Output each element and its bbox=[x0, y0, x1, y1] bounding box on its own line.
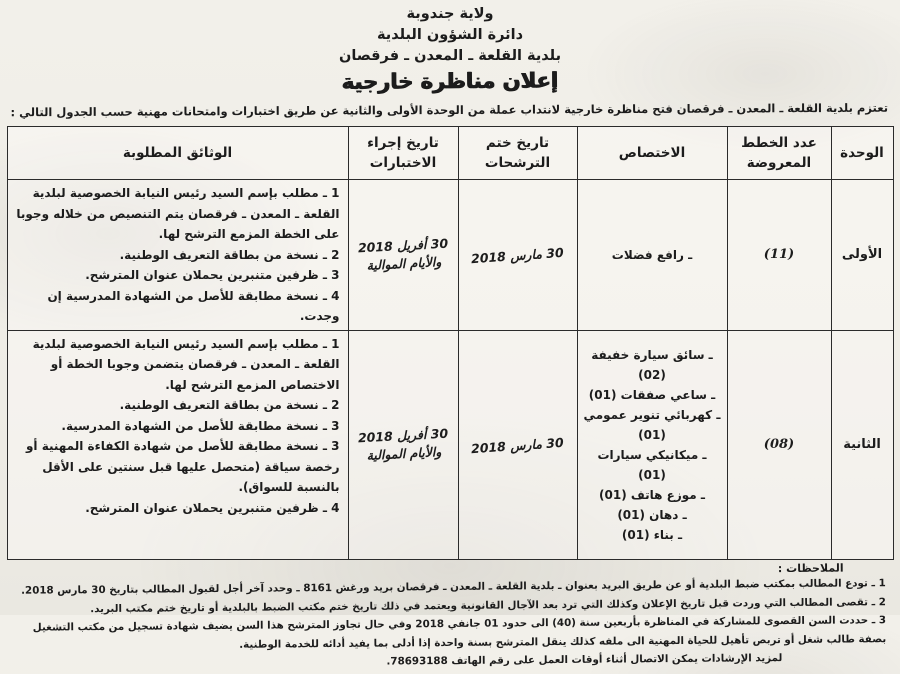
document-item: 3 ـ نسخة مطابقة للأصل من الشهادة المدرسية. bbox=[61, 418, 340, 433]
unit-cell: الثانية bbox=[831, 330, 893, 559]
closing-date-value: 30 مارس 2018 bbox=[470, 434, 565, 456]
department-line: دائرة الشؤون البلدية bbox=[376, 27, 524, 43]
specialty-item: ـ بناء (01) bbox=[621, 527, 683, 542]
note-phone-line: لمزيد الإرشادات يمكن الاتصال أثناء أوقات العمل على رقم الهاتف 78693188. bbox=[386, 651, 783, 668]
exam-date-value: 30 أفريل 2018 والأيام الموالية bbox=[357, 235, 448, 273]
col-header-positions: عدد الخطط المعروضة bbox=[727, 127, 831, 180]
document-item: 4 ـ نسخة مطابقة للأصل من الشهادة المدرسية إن وجدت. bbox=[47, 288, 340, 323]
closing-date-value: 30 مارس 2018 bbox=[470, 244, 565, 266]
specialty-cell bbox=[577, 180, 727, 331]
specialty-item: ـ رافع فضلات bbox=[611, 247, 693, 262]
specialty-item: ـ ميكانيكي سيارات (01) bbox=[597, 447, 707, 482]
page-title: إعلان مناظرة خارجية bbox=[341, 68, 559, 94]
specialty-cell bbox=[577, 330, 727, 559]
documents-cell bbox=[7, 330, 348, 559]
col-header-documents: الوثائق المطلوبة bbox=[7, 127, 348, 180]
document-item: 1 ـ مطلب بإسم السيد رئيس النيابة الخصوصية لبلدية القلعة ـ المعدن ـ فرقصان يتم التنصيص من خلاله وجوبا على الخطة المزمع الترشح لها. bbox=[16, 186, 340, 241]
specialty-item: ـ موزع هاتف (01) bbox=[599, 487, 705, 502]
col-header-unit: الوحدة bbox=[831, 127, 893, 180]
unit-cell: الأولى bbox=[831, 180, 893, 331]
note-item: 1 ـ تودع المطالب بمكتب ضبط البلدية أو عن طريق البريد بعنوان ـ بلدية القلعة ـ المعدن ـ فرقصان بريد ورغش 8161 ـ وحدد آخر أجل لقبول المطالب بتاريخ 30 مارس 2018. bbox=[21, 576, 886, 597]
table-row-unit-1 bbox=[7, 180, 893, 331]
note-item: 2 ـ تقصى المطالب التي وردت قبل تاريخ الإعلان وكذلك التي ترد بعد الآجال القانونية ويعتمد في ذلك تاريخ ختم مكتب الضبط بالبلدية أو تاريخ ختم مكتب البريد. bbox=[90, 595, 886, 615]
col-header-closing-date: تاريخ ختم الترشحات bbox=[458, 127, 577, 180]
document-item: 2 ـ نسخة من بطاقة التعريف الوطنية. bbox=[119, 398, 340, 412]
notes-label: الملاحظات : bbox=[777, 561, 844, 575]
municipality-line: بلدية القلعة ـ المعدن ـ فرقصان bbox=[338, 48, 562, 64]
vacancies-table bbox=[7, 126, 894, 560]
document-item: 1 ـ مطلب بإسم السيد رئيس النيابة الخصوصية لبلدية القلعة ـ المعدن ـ فرقصان يتضمن وجوبا الخطة أو الاختصاص المزمع الترشح لها. bbox=[32, 336, 340, 392]
governorate-line: ولاية جندوبة bbox=[406, 6, 494, 22]
positions-cell: (11) bbox=[727, 180, 831, 331]
documents-cell bbox=[7, 180, 348, 331]
table-row-unit-2 bbox=[7, 330, 893, 559]
document-item: 3 ـ نسخة مطابقة للأصل من شهادة الكفاءة المهنية أو رخصة سياقة (متحصل عليها قبل سنتين على الأقل بالنسبة للسواق). bbox=[25, 439, 340, 494]
note-item: 3 ـ حددت السن القصوى للمشاركة في المناظرة بأربعين سنة (40) الى حدود 01 جانفي 2018 وفي حال تجاوز المترشح هذا السن يضيف شهادة تسجيل من مكتب التشغيل بصفة طالب شغل أو تربص تأهيل للحياة المهنية الى ملفه كذلك ينقل المترشح بسنة واحدة إذا أدلى بما يفيد أدائه للخدمة الوطنية. bbox=[32, 613, 887, 650]
col-header-exam-date: تاريخ إجراء الاختبارات bbox=[348, 127, 458, 180]
specialty-item: ـ كهربائي تنوير عمومي (01) bbox=[583, 407, 721, 442]
exam-date-cell bbox=[348, 180, 458, 331]
exam-date-cell bbox=[348, 330, 458, 559]
specialty-item: ـ سائق سيارة خفيفة (02) bbox=[591, 347, 713, 382]
positions-cell: (08) bbox=[727, 330, 831, 559]
col-header-specialty: الاختصاص bbox=[577, 127, 727, 180]
notes-section bbox=[8, 561, 887, 674]
table-header-row bbox=[7, 127, 893, 180]
specialty-item: ـ دهان (01) bbox=[617, 507, 687, 522]
intro-paragraph: تعتزم بلدية القلعة ـ المعدن ـ فرقصان فتح مناظرة خارجية لانتداب عملة من الوحدة الأولى والثانية عن طريق اختبارات وامتحانات مهنية حسب الجدول التالي : bbox=[10, 100, 889, 120]
closing-date-cell bbox=[458, 330, 577, 559]
document-item: 3 ـ ظرفين متنبرين يحملان عنوان المترشح. bbox=[85, 268, 340, 282]
exam-date-value: 30 أفريل 2018 والأيام الموالية bbox=[357, 425, 448, 463]
document-header bbox=[0, 0, 900, 92]
document-item: 2 ـ نسخة من بطاقة التعريف الوطنية. bbox=[119, 247, 340, 262]
specialty-item: ـ ساعي صفقات (01) bbox=[588, 387, 716, 402]
document-item: 4 ـ ظرفين متنبرين يحملان عنوان المترشح. bbox=[85, 500, 340, 515]
closing-date-cell bbox=[458, 180, 577, 331]
